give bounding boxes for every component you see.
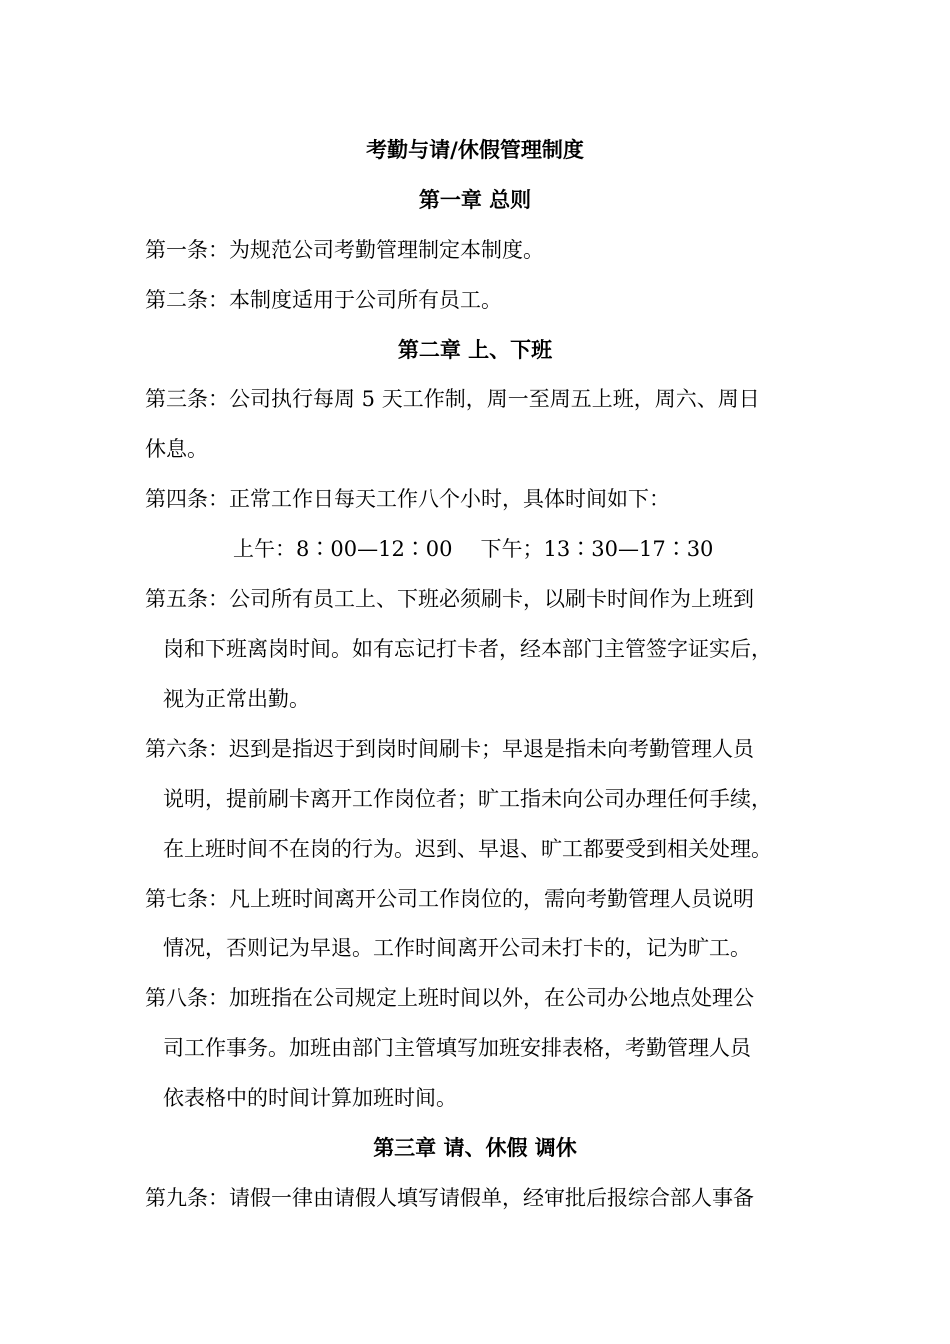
article-8-line-2: 司工作事务。加班由部门主管填写加班安排表格，考勤管理人员: [163, 1036, 751, 1060]
article-1: 第一条：为规范公司考勤管理制定本制度。: [145, 238, 544, 262]
chapter-3-heading: 第三章 请、休假 调休: [373, 1135, 577, 1160]
article-5-line-1: 第五条：公司所有员工上、下班必须刷卡，以刷卡时间作为上班到: [145, 587, 754, 611]
chapter-2-heading: 第二章 上、下班: [397, 337, 553, 362]
article-5-line-2: 岗和下班离岗时间。如有忘记打卡者，经本部门主管签字证实后，: [163, 637, 772, 661]
document-title: 考勤与请/休假管理制度: [366, 137, 584, 162]
article-6-line-1: 第六条：迟到是指迟于到岗时间刷卡；早退是指未向考勤管理人员: [145, 737, 754, 761]
afternoon-hours: 下午；13∶30—17∶30: [480, 537, 714, 561]
article-2: 第二条：本制度适用于公司所有员工。: [145, 288, 502, 312]
article-6-line-3: 在上班时间不在岗的行为。迟到、早退、旷工都要受到相关处理。: [163, 837, 772, 861]
article-8-line-1: 第八条：加班指在公司规定上班时间以外，在公司办公地点处理公: [145, 986, 754, 1010]
article-5-line-3: 视为正常出勤。: [163, 687, 310, 711]
article-4: 第四条：正常工作日每天工作八个小时，具体时间如下：: [145, 487, 670, 511]
work-hours-line: [233, 535, 713, 563]
morning-hours: 上午：8∶00—12∶00: [233, 537, 453, 561]
article-8-line-3: 依表格中的时间计算加班时间。: [163, 1086, 457, 1110]
article-7-line-2: 情况，否则记为早退。工作时间离开公司未打卡的，记为旷工。: [163, 936, 751, 960]
article-3-line-2: 休息。: [145, 437, 208, 461]
article-6-line-2: 说明，提前刷卡离开工作岗位者；旷工指未向公司办理任何手续，: [163, 787, 772, 811]
article-7-line-1: 第七条：凡上班时间离开公司工作岗位的，需向考勤管理人员说明: [145, 887, 754, 911]
article-3-line-1: 第三条：公司执行每周 5 天工作制，周一至周五上班，周六、周日: [145, 387, 760, 411]
article-9-line-1: 第九条：请假一律由请假人填写请假单，经审批后报综合部人事备: [145, 1186, 754, 1210]
chapter-1-heading: 第一章 总则: [418, 187, 532, 212]
